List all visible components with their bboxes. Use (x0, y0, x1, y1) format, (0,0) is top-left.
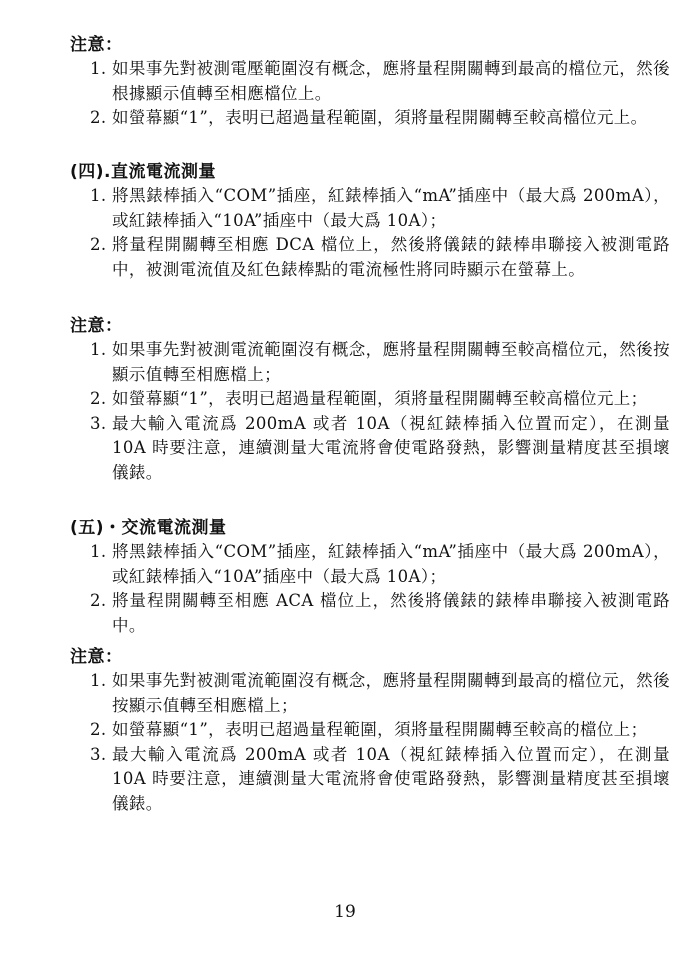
list-item (70, 387, 670, 412)
item-text: 如螢幕顯“1”，表明已超過量程範圍，須將量程開關轉至較高的檔位上； (112, 720, 648, 739)
item-text: 將黑錶棒插入“COM”插座，紅錶棒插入“mA”插座中（最大爲 200mA），或紅錶棒插入“10A”插座中（最大爲 10A）； (112, 186, 670, 230)
item-number: 1. (90, 542, 107, 561)
note-section-ac-current (70, 646, 670, 816)
item-text: 如螢幕顯“1”，表明已超過量程範圍，須將量程開關轉至較高檔位元上； (112, 389, 648, 408)
item-number: 2. (90, 389, 107, 408)
list-item (70, 106, 670, 131)
item-number: 3. (90, 413, 107, 433)
item-text: 如果事先對被測電流範圍沒有概念，應將量程開關轉至較高檔位元，然後按顯示值轉至相應檔上； (112, 340, 670, 384)
item-text: 最大輸入電流爲 200mA 或者 10A（視紅錶棒插入位置而定），在測量 10A 時要注意，連續測量大電流將會使電路發熱，影響測量精度甚至損壞儀錶。 (112, 413, 670, 482)
list-item (70, 669, 670, 718)
note-section-dc-current (70, 315, 670, 485)
list-item (70, 233, 670, 282)
item-number: 2. (90, 720, 107, 739)
list-item (70, 540, 670, 589)
item-number: 1. (90, 186, 107, 205)
item-text: 如果事先對被測電壓範圍沒有概念，應將量程開關轉到最高的檔位元，然後根據顯示值轉至相應檔位上。 (112, 59, 670, 103)
step-list (70, 184, 670, 282)
item-number: 2. (90, 108, 107, 127)
section-heading: (四).直流電流測量 (70, 162, 216, 182)
item-text: 最大輸入電流爲 200mA 或者 10A（視紅錶棒插入位置而定），在測量 10A 時要注意，連續測量大電流將會使電路發熱，影響測量精度甚至損壞儀錶。 (112, 744, 670, 813)
list-item (70, 338, 670, 387)
item-number: 2. (90, 235, 107, 254)
item-number: 1. (90, 59, 107, 78)
section-heading: (五)・交流電流測量 (70, 518, 227, 538)
note-list (70, 669, 670, 816)
note-list (70, 338, 670, 485)
item-text: 如螢幕顯“1”，表明已超過量程範圍，須將量程開關轉至較高檔位元上。 (112, 108, 648, 127)
item-number: 2. (90, 591, 107, 610)
item-number: 1. (90, 340, 107, 359)
list-item (70, 412, 670, 486)
item-text: 將黑錶棒插入“COM”插座，紅錶棒插入“mA”插座中（最大爲 200mA），或紅錶棒插入“10A”插座中（最大爲 10A）； (112, 542, 670, 586)
ac-current-section (70, 517, 670, 638)
section-heading: 注意： (70, 316, 123, 336)
list-item (70, 743, 670, 817)
item-text: 如果事先對被測電流範圍沒有概念，應將量程開關轉到最高的檔位元，然後按顯示值轉至相應檔上； (112, 671, 670, 715)
page-number: 19 (334, 902, 356, 922)
item-number: 1. (90, 671, 107, 690)
section-heading: 注意： (70, 35, 123, 55)
dc-current-section (70, 161, 670, 282)
note-list (70, 57, 670, 131)
list-item (70, 57, 670, 106)
section-heading: 注意： (70, 647, 123, 667)
list-item (70, 184, 670, 233)
list-item (70, 718, 670, 743)
item-text: 將量程開關轉至相應 ACA 檔位上，然後將儀錶的錶棒串聯接入被測電路中。 (112, 591, 670, 635)
item-text: 將量程開關轉至相應 DCA 檔位上，然後將儀錶的錶棒串聯接入被測電路中，被測電流值及紅色錶棒點的電流極性將同時顯示在螢幕上。 (112, 235, 670, 279)
note-section-voltage (70, 34, 670, 131)
list-item (70, 589, 670, 638)
item-number: 3. (90, 744, 107, 764)
step-list (70, 540, 670, 638)
